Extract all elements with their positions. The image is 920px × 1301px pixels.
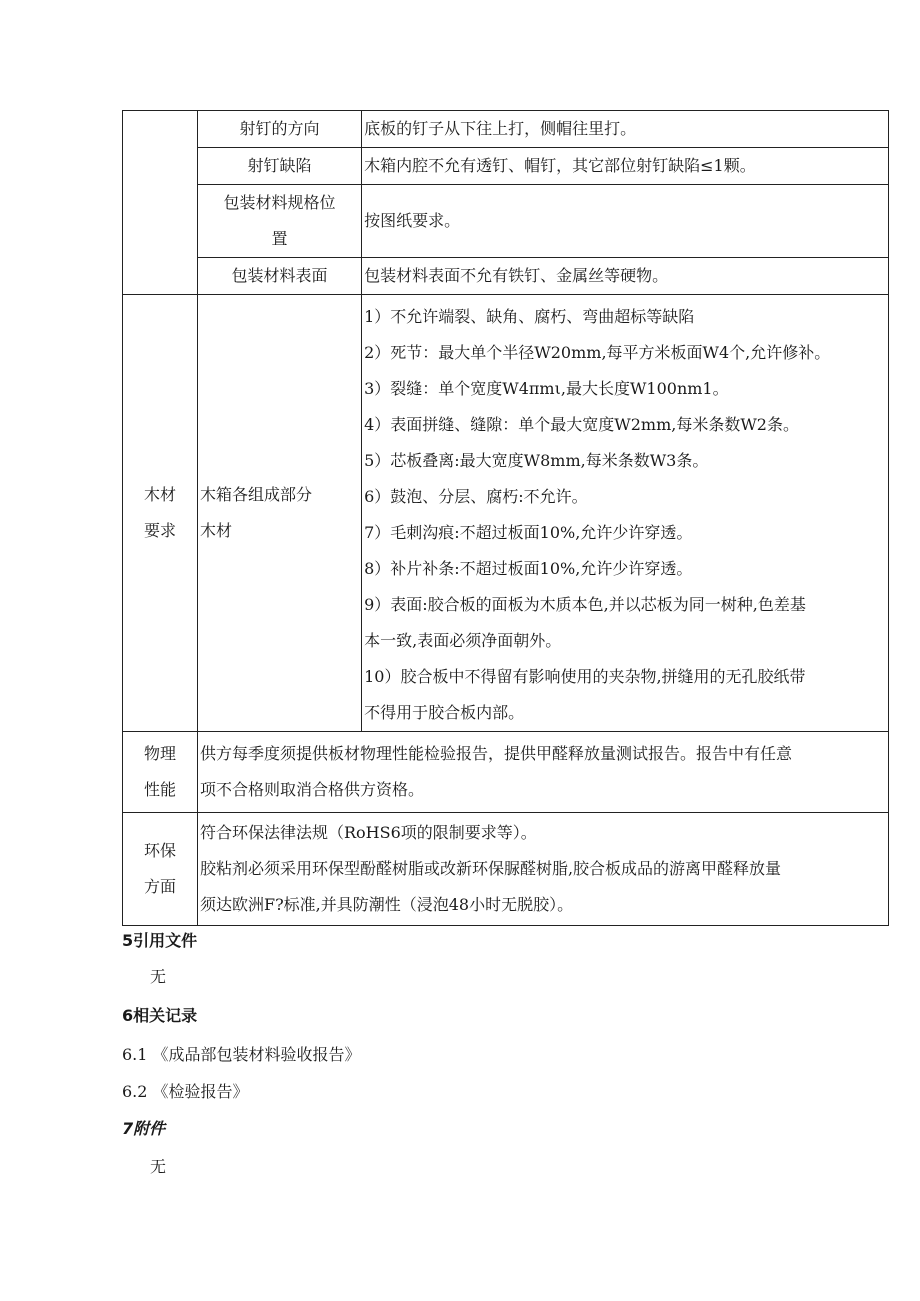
requirements-table [122,110,889,926]
item-cell: 包装材料表面 [197,258,361,295]
item-line: 木材 [199,521,232,540]
category-line: 性能 [143,780,176,799]
table-row [123,148,889,185]
table-row [123,732,889,813]
item-cell: 射钉缺陷 [197,148,361,185]
list-item: 1）不允许端裂、缺角、腐朽、弯曲超标等缺陷 [364,307,695,326]
list-item: 4）表面拼缝、缝隙：单个最大宽度W2mm,每米条数W2条。 [364,415,799,434]
list-item: 8）补片补条:不超过板面10%,允许少许穿透。 [364,559,693,578]
table-row [123,258,889,295]
list-item: 3）裂缝：单个宽度W4πmι,最大长度W100nm1。 [364,379,729,398]
item-line: 木箱各组成部分 [199,485,312,504]
requirement-cell: 按图纸要求。 [362,185,889,258]
requirement-cell: 底板的钉子从下往上打，侧帽往里打。 [362,111,889,148]
category-cell [123,732,198,813]
category-cell [123,813,198,926]
section-title: 6相关记录 [122,1006,198,1025]
table-row [123,185,889,258]
category-cell [123,295,198,732]
paragraph-line: 胶粘剂必须采用环保型酚醛树脂或改新环保脲醛树脂,胶合板成品的游离甲醛释放量 [199,859,782,878]
paragraph-line: 供方每季度须提供板材物理性能检验报告，提供甲醛释放量测试报告。报告中有任意 [199,744,792,763]
table-row [123,111,889,148]
list-item: 9）表面:胶合板的面板为木质本色,并以芯板为同一树种,色差基 [364,595,806,614]
paragraph-line: 须达欧洲F?标准,并具防潮性（浸泡48小时无脱胶）。 [199,895,574,914]
section-title: 5引用文件 [122,931,198,950]
list-item: 2）死节：最大单个半径W20mm,每平方米板面W4个,允许修补。 [364,343,831,362]
requirement-cell [197,732,888,813]
category-cell-empty [123,111,198,295]
category-line: 木材 [143,485,176,504]
list-item: 5）芯板叠离:最大宽度W8mm,每米条数W3条。 [364,451,709,470]
table-row [123,295,889,732]
requirement-cell: 木箱内腔不允有透钉、帽钉，其它部位射钉缺陷≤1颗。 [362,148,889,185]
list-item: 7）毛刺沟痕:不超过板面10%,允许少许穿透。 [364,523,693,542]
record-item: 6.1 《成品部包装材料验收报告》 [122,1045,361,1064]
record-item: 6.2 《检验报告》 [122,1082,249,1101]
paragraph-line: 符合环保法律法规（RoHS6项的限制要求等）。 [199,823,537,842]
list-item: 不得用于胶合板内部。 [364,703,525,722]
list-item: 本一致,表面必须净面朝外。 [364,631,562,650]
list-item: 10）胶合板中不得留有影响使用的夹杂物,拼缝用的无孔胶纸带 [364,667,806,686]
item-line: 置 [271,229,288,248]
item-cell [197,185,361,258]
category-line: 环保 [143,841,176,860]
category-line: 要求 [143,521,176,540]
item-cell: 射钉的方向 [197,111,361,148]
section-body: 无 [150,967,167,986]
requirement-cell: 包装材料表面不允有铁钉、金属丝等硬物。 [362,258,889,295]
requirement-cell [197,813,888,926]
item-line: 包装材料规格位 [223,193,336,212]
list-item: 6）鼓泡、分层、腐朽:不允许。 [364,487,588,506]
category-line: 方面 [143,877,176,896]
section-title: 7附件 [122,1119,166,1138]
paragraph-line: 项不合格则取消合格供方资格。 [199,780,424,799]
table-row [123,813,889,926]
category-line: 物理 [143,744,176,763]
item-cell [197,295,361,732]
requirement-cell [362,295,889,732]
requirement-list [364,299,886,731]
section-body: 无 [150,1157,167,1176]
